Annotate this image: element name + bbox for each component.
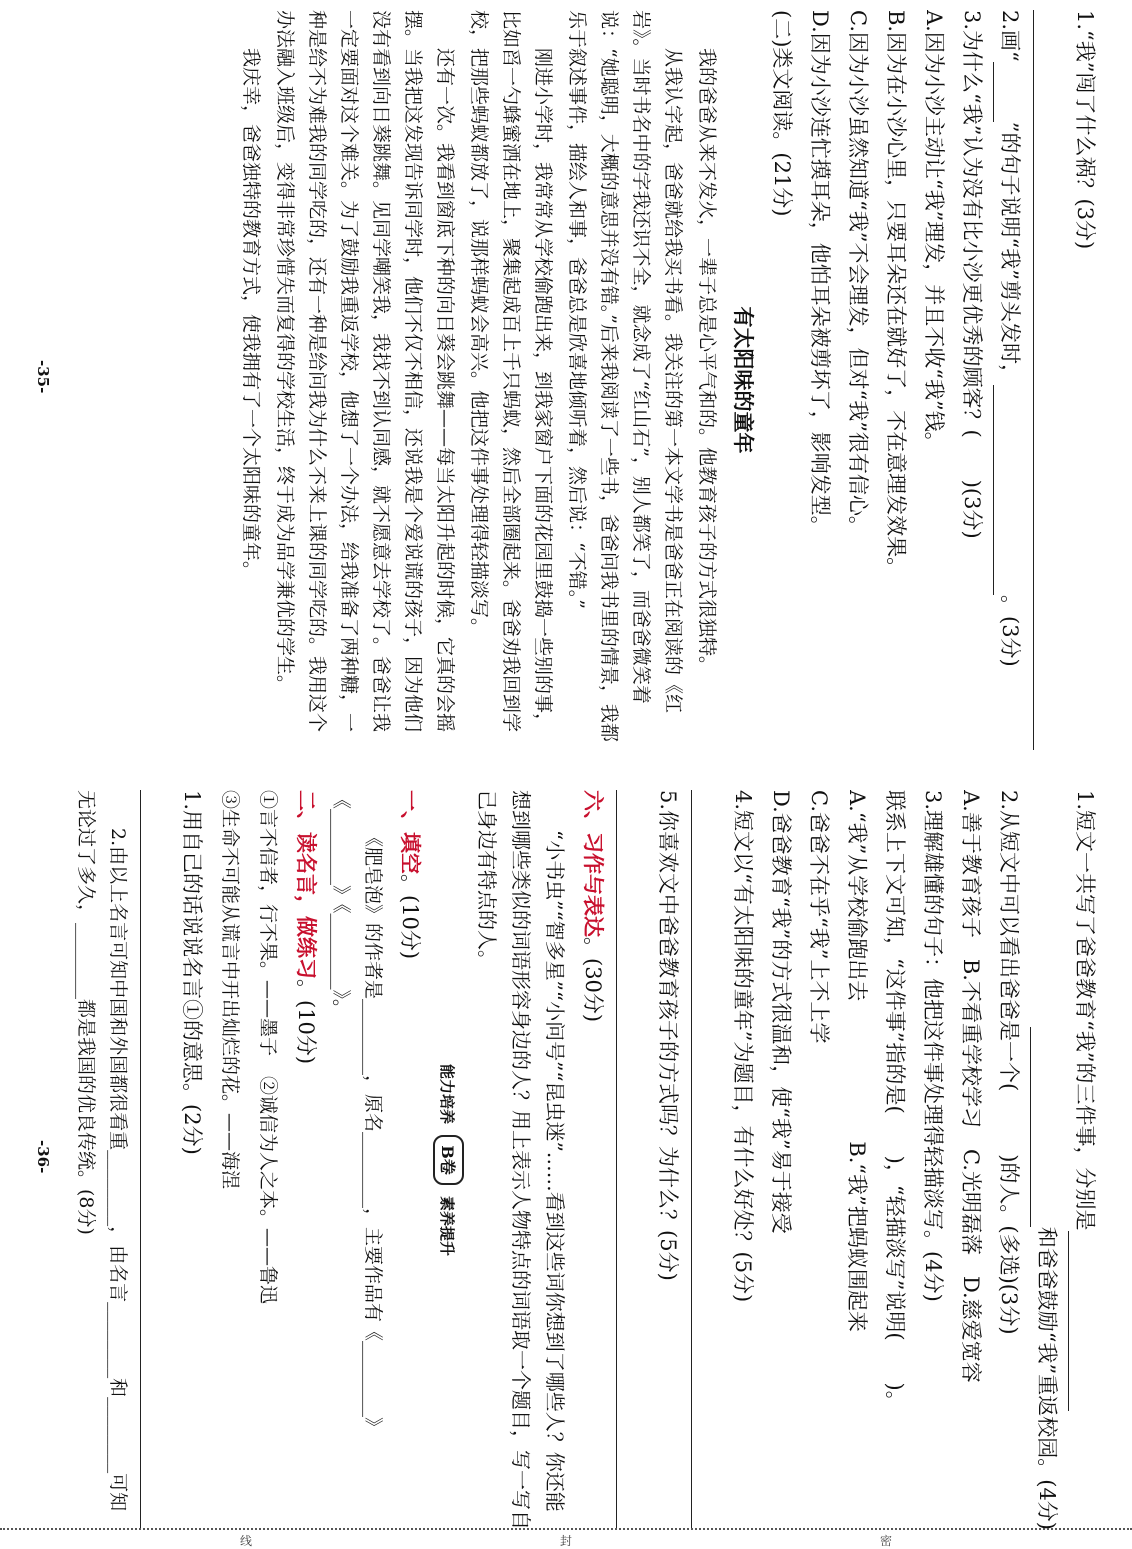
answer-blank[interactable] — [993, 385, 1016, 595]
answer-line[interactable] — [1033, 10, 1064, 750]
quote-3: ③生命不可能从谎言中开出灿烂的花。——海涅 — [219, 790, 241, 1190]
page-36 — [0, 780, 1132, 1540]
answer-blank[interactable] — [1030, 1027, 1053, 1227]
p35-question-1: 1.“我”闯了什么祸？(3分) — [1073, 10, 1097, 250]
article-paragraph: 还有一次。我看到窗底下种的向日葵会跳舞——每当太阳升起的时候，它真的会摇摆。当我把这发现告诉同学时，他们不仅不相信，还说我是个爱说谎的孩子，因为他们没有看到向日葵跳舞。见同学嘲笑我，我找不到认同感，就不愿意去学校了。爸爸让我一定要面对这个难关。为了鼓励我重返学校，他想了一个办法，给我准备了两种糖，一种是给不为难我的同学吃的，还有一种是给问我为什么不来上课的同学吃的。我用这个办法融入班级后，变得非常珍惜失而复得的学校生活，终于成为品学兼优的学生。 — [274, 10, 456, 733]
section-6-heading: 六、习作与表达。(30分) — [581, 790, 606, 1023]
p35-question-2: 2.画“”的句子说明“我”剪头发时，。(3分) — [993, 10, 1027, 750]
page-35 — [0, 0, 1132, 760]
quotes-row-1: ①言不信者，行不果。——墨子②诚信为人之本。——鲁迅 — [257, 790, 279, 1305]
answer-line[interactable] — [140, 790, 171, 1530]
answer-blank[interactable] — [1068, 1231, 1091, 1411]
answer-line[interactable] — [616, 790, 647, 1530]
p36-q2-options: A.善于教育孩子 B.不看重学校学习 C.光明磊落 D.慈爱宽容 — [959, 790, 983, 1383]
p36-q3-options-ab: A.“我”从学校偷跑出去B.“我”把蚂蚁围起来 — [845, 790, 869, 1332]
section-a-heading: 一、填空。(10分) — [398, 790, 423, 960]
section-b-question-1: 1.用自己的话说说名言①的意思。(2分) — [180, 790, 204, 1155]
page-number: -36- — [34, 1140, 52, 1174]
article-title: 有太阳味的童年 — [731, 306, 756, 454]
p36-question-4: 4.短文以“有太阳味的童年”为题目，有什么好处？(5分) — [731, 790, 755, 1303]
p36-question-3: 3.理解雄懂的句子：他把这件事处理得轻描淡写。(4分) — [921, 790, 945, 1302]
p36-q3-option-d: D.爸爸教育“我”的方式很温和，使“我”易于接受 — [769, 790, 793, 1234]
p35-q3-option-a: A.因为小沙主动让“我”理发，并且不收“我”钱。 — [922, 10, 946, 453]
section-b-question-2: 2.由以上名言可知中国和外国都很看重________，由名言________和________可知无论过了多久，________都是我国的优良传统。(8分) — [75, 790, 129, 1512]
section-2-heading: (二)类文阅读。(21分) — [770, 10, 794, 217]
badge-left: 能力培养 — [438, 1063, 456, 1124]
p36-question-1: 1.短文一共写了爸爸教育“我”的三件事，分别是 — [1068, 790, 1102, 1530]
b-paper-badge: B卷 — [433, 1135, 464, 1185]
p36-q3-option-c: C.爸爸不在乎“我”上不上学 — [807, 790, 831, 1044]
article-paragraph: 我庆幸，爸爸独特的教育方式，使我拥有了一个太阳味的童年。 — [240, 48, 262, 581]
article-paragraph: 我的爸爸从来不发火，一辈子总是心平气和的。他教育孩子的方式很独特。 — [696, 48, 718, 676]
margin-mark-mi: 密 — [880, 1534, 893, 1548]
margin-mark-feng: 封 — [560, 1534, 573, 1548]
article-paragraph: 刚进小学时，我常常从学校偷跑出来，到我家窗户下面的花园里鼓捣一些别的事，比如舀一勺蜂蜜洒在地上，聚集起成百上千只蚂蚁，然后全部圈起来。爸爸劝我回到学校，把那些蚂蚁都放了，说那样蚂蚁会高兴。他把这件事处理得轻描淡写。 — [468, 10, 554, 733]
p36-q3-body: 联系上下文可知，“这件事”指的是( )，“轻描淡写”说明( )。 — [883, 790, 907, 1412]
badge-right: 素养提升 — [438, 1196, 456, 1257]
page-number: -35- — [34, 360, 52, 394]
p36-question-2: 2.从短文中可以看出爸爸是一个( )的人。(多选)(3分) — [997, 790, 1021, 1335]
answer-line[interactable] — [691, 790, 722, 1530]
p35-question-3: 3.为什么“我”认为没有比小沙更优秀的顾客？( )(3分) — [960, 10, 984, 539]
p35-q3-option-b: B.因为在小沙心里，只要耳朵还在就好了，不在意理发效果。 — [884, 10, 908, 579]
margin-mark-xian: 线 — [240, 1534, 253, 1548]
p35-q3-option-d: D.因为小沙连忙摸耳朵，他怕耳朵被剪坏了，影响发型。 — [808, 10, 832, 537]
answer-blank[interactable] — [993, 62, 1016, 122]
section-a-fill: 《肥皂泡》的作者是________，原名________，主要作品有《________》《________》《________》。 — [330, 790, 384, 1437]
section-b-heading: 二、读名言，做练习。(10分) — [294, 790, 319, 1065]
section-6-prompt: “小书虫”“智多星”“小问号”“昆虫迷”……看到这些词你想到了哪些人？你还能想到哪些类似的词语形容身边的人？用上表示人物特点的词语取一个题目，写一写自己身边有特点的人。 — [475, 790, 567, 1530]
article-paragraph: 从我认字起，爸爸就给我买书看。我关注的第一本文学书是爸爸正在阅读的《红岩》。当时书名中的字我还识不全，就念成了“红山石”，别人都笑了，而爸爸微笑着说：“她聪明，大概的意思并没有错。”后来我阅读了一些书，爸爸问我书里的情景，我都乐于叙述事件，描绘人和事，爸爸总是欣喜地倾听着，然后说：“不错。” — [566, 10, 684, 742]
p36-question-1-cont: 和爸爸鼓励“我”重返校园。(4分) — [1030, 790, 1064, 1530]
p35-q3-option-c: C.因为小沙虽然知道“我”不会理发，但对“我”很有信心。 — [846, 10, 870, 537]
b-paper-banner — [433, 790, 464, 1530]
p36-question-5: 5.你喜欢文中爸爸教育孩子的方式吗？为什么？(5分) — [656, 790, 680, 1281]
